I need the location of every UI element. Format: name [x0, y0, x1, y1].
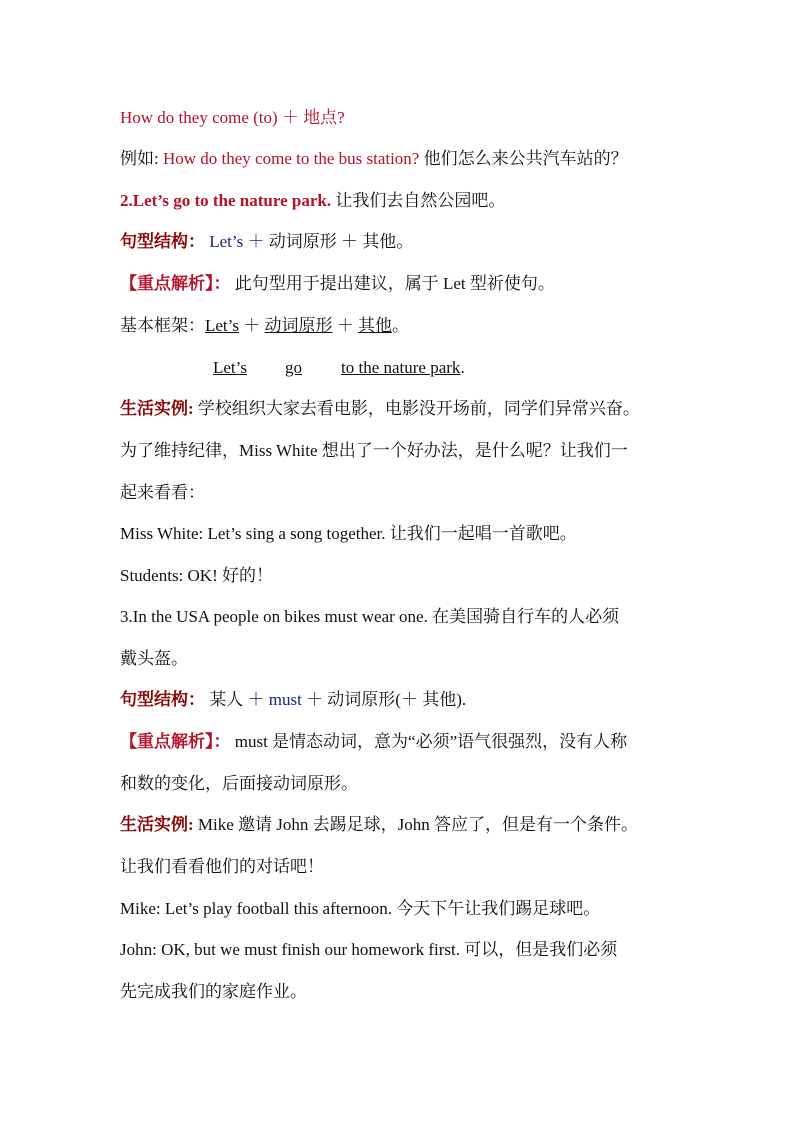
- line-14: [120, 647, 680, 671]
- example-label: 例如:: [120, 149, 159, 168]
- dialogue-students: Students: OK! 好的！: [120, 566, 273, 585]
- framework-verb: 动词原形: [264, 316, 333, 335]
- line-21: [120, 938, 680, 962]
- key-analysis-text-2: must 是情态动词，意为“必须”语气很强烈，没有人称: [234, 732, 628, 751]
- dialogue-john-translation-2: 先完成我们的家庭作业。: [120, 982, 307, 1001]
- framework-example-park: to the nature park: [341, 358, 461, 377]
- structure-lets: Let’s ＋: [209, 232, 265, 251]
- dialogue-miss-white-translation: 让我们一起唱一首歌吧。: [389, 524, 577, 543]
- framework-example-lets: Let’s: [213, 358, 247, 377]
- line-11: [120, 522, 680, 546]
- dialogue-john: John: OK, but we must finish our homework first.: [120, 940, 460, 959]
- line-20: [120, 897, 680, 921]
- framework-end: 。: [392, 316, 409, 335]
- life-example-text: 学校组织大家去看电影，电影没开场前，同学们异常兴奋。: [197, 399, 640, 418]
- line-4: [120, 230, 680, 254]
- line-18: [120, 813, 680, 837]
- key-analysis-label: 【重点解析】：: [120, 274, 231, 293]
- dialogue-mike-translation: 今天下午让我们踢足球吧。: [396, 899, 601, 918]
- line-22: [120, 980, 680, 1004]
- structure-label: 句型结构：: [120, 232, 205, 251]
- heading-lets-go-translation: 让我们去自然公园吧。: [335, 191, 506, 210]
- line-3: [120, 189, 680, 213]
- line-17: [120, 772, 680, 796]
- heading-must-wear-translation: 在美国骑自行车的人必须: [432, 607, 620, 626]
- example-chinese: 他们怎么来公共汽车站的？: [423, 149, 628, 168]
- line-7: [213, 356, 513, 380]
- line-10: [120, 481, 680, 505]
- life-example-label-2: 生活实例:: [120, 815, 194, 834]
- line-16: [120, 730, 680, 754]
- dialogue-john-translation: 可以，但是我们必须: [464, 940, 618, 959]
- life-example-text-3: 起来看看：: [120, 483, 205, 502]
- line-15: [120, 688, 680, 712]
- structure-rest-2: ＋ 动词原形(＋ 其他).: [306, 690, 467, 709]
- heading-lets-go: 2.Let’s go to the nature park.: [120, 191, 332, 210]
- line-1: [120, 106, 680, 130]
- line-19: [120, 855, 680, 879]
- line-6: [120, 314, 680, 338]
- framework-lets: Let’s: [205, 316, 239, 335]
- example-english: How do they come to the bus station?: [162, 149, 420, 168]
- key-analysis-text-3: 和数的变化，后面接动词原形。: [120, 774, 358, 793]
- life-example-text-4: Mike 邀请 John 去踢足球，John 答应了，但是有一个条件。: [197, 815, 639, 834]
- structure-must: must: [268, 690, 302, 709]
- sentence-pattern-how-come: How do they come (to) ＋ 地点?: [120, 108, 345, 127]
- framework-example-go: go: [285, 358, 302, 377]
- line-5: [120, 272, 680, 296]
- line-13: [120, 605, 680, 629]
- life-example-text-2: 为了维持纪律，Miss White 想出了一个好办法，是什么呢？让我们一: [120, 441, 628, 460]
- life-example-label: 生活实例:: [120, 399, 194, 418]
- framework-other: 其他: [358, 316, 392, 335]
- dialogue-miss-white: Miss White: Let’s sing a song together.: [120, 524, 386, 543]
- structure-label-2: 句型结构：: [120, 690, 205, 709]
- dialogue-mike: Mike: Let’s play football this afternoon.: [120, 899, 392, 918]
- line-8: [120, 397, 680, 421]
- key-analysis-label-2: 【重点解析】：: [120, 732, 231, 751]
- framework-plus-2: ＋: [336, 316, 354, 335]
- line-9: [120, 439, 680, 463]
- line-2: [120, 147, 680, 171]
- heading-must-wear: 3.In the USA people on bikes must wear one.: [120, 607, 428, 626]
- line-12: [120, 564, 680, 588]
- structure-rest: 动词原形 ＋ 其他。: [268, 232, 414, 251]
- structure-person: 某人 ＋: [209, 690, 265, 709]
- framework-plus-1: ＋: [243, 316, 261, 335]
- framework-label: 基本框架：: [120, 316, 205, 335]
- heading-must-wear-translation-2: 戴头盔。: [120, 649, 188, 668]
- life-example-text-5: 让我们看看他们的对话吧！: [120, 857, 324, 876]
- framework-example-end: .: [460, 358, 465, 377]
- key-analysis-text: 此句型用于提出建议，属于 Let 型祈使句。: [234, 274, 555, 293]
